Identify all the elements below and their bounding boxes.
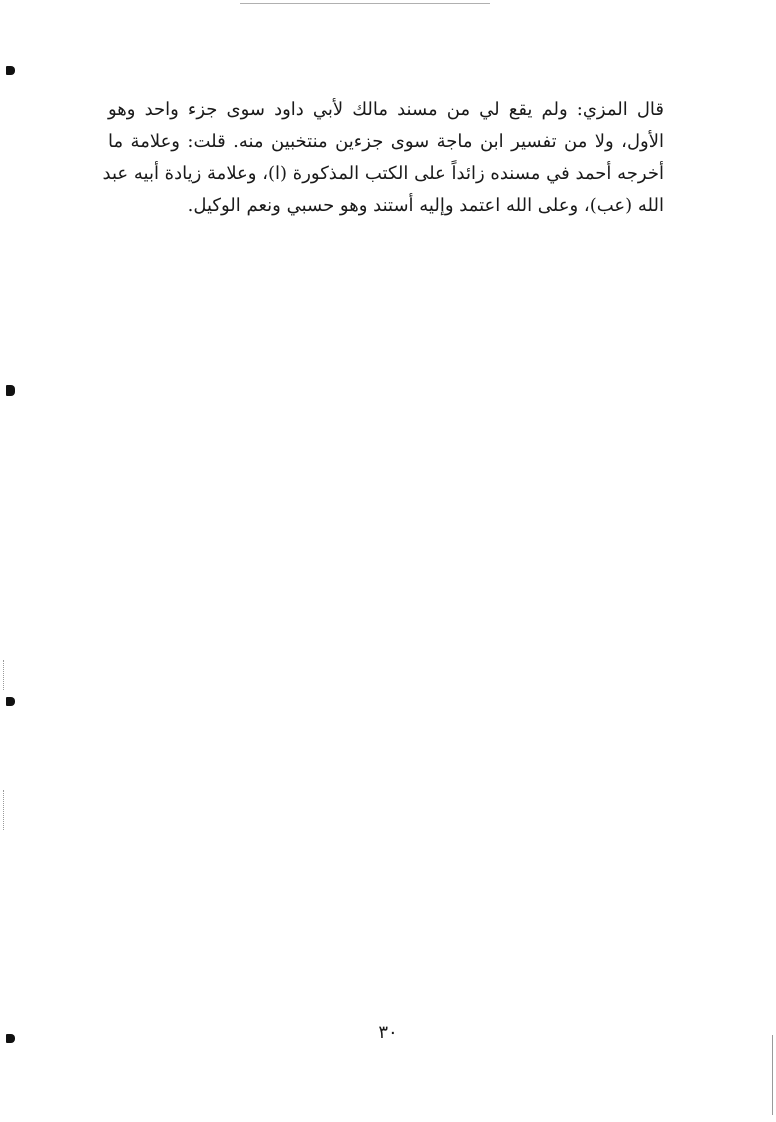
- binding-hole-mark: [6, 697, 15, 706]
- scan-edge-right: [772, 1035, 773, 1115]
- binding-hole-mark: [6, 66, 15, 75]
- scan-edge-left-lower: [3, 790, 5, 830]
- paragraph-line: أخرجه أحمد في مسنده زائداً على الكتب المذكورة (ا)، وعلامة زيادة أبيه عبد: [102, 163, 664, 184]
- binding-hole-mark: [6, 385, 15, 396]
- paragraph-line: الله (عب)، وعلى الله اعتمد وإليه أستند وهو حسبي ونعم الوكيل.: [187, 195, 664, 216]
- body-paragraph: [102, 94, 664, 222]
- scan-edge-left-upper: [3, 660, 5, 690]
- paragraph-line: الأول، ولا من تفسير ابن ماجة سوى جزءين منتخبين منه. قلت: وعلامة ما: [108, 131, 664, 152]
- paragraph-line: قال المزي: ولم يقع لي من مسند مالك لأبي داود سوى جزء واحد وهو: [108, 99, 664, 120]
- scan-edge-top: [240, 3, 490, 4]
- page-number: ٣٠: [378, 1022, 398, 1043]
